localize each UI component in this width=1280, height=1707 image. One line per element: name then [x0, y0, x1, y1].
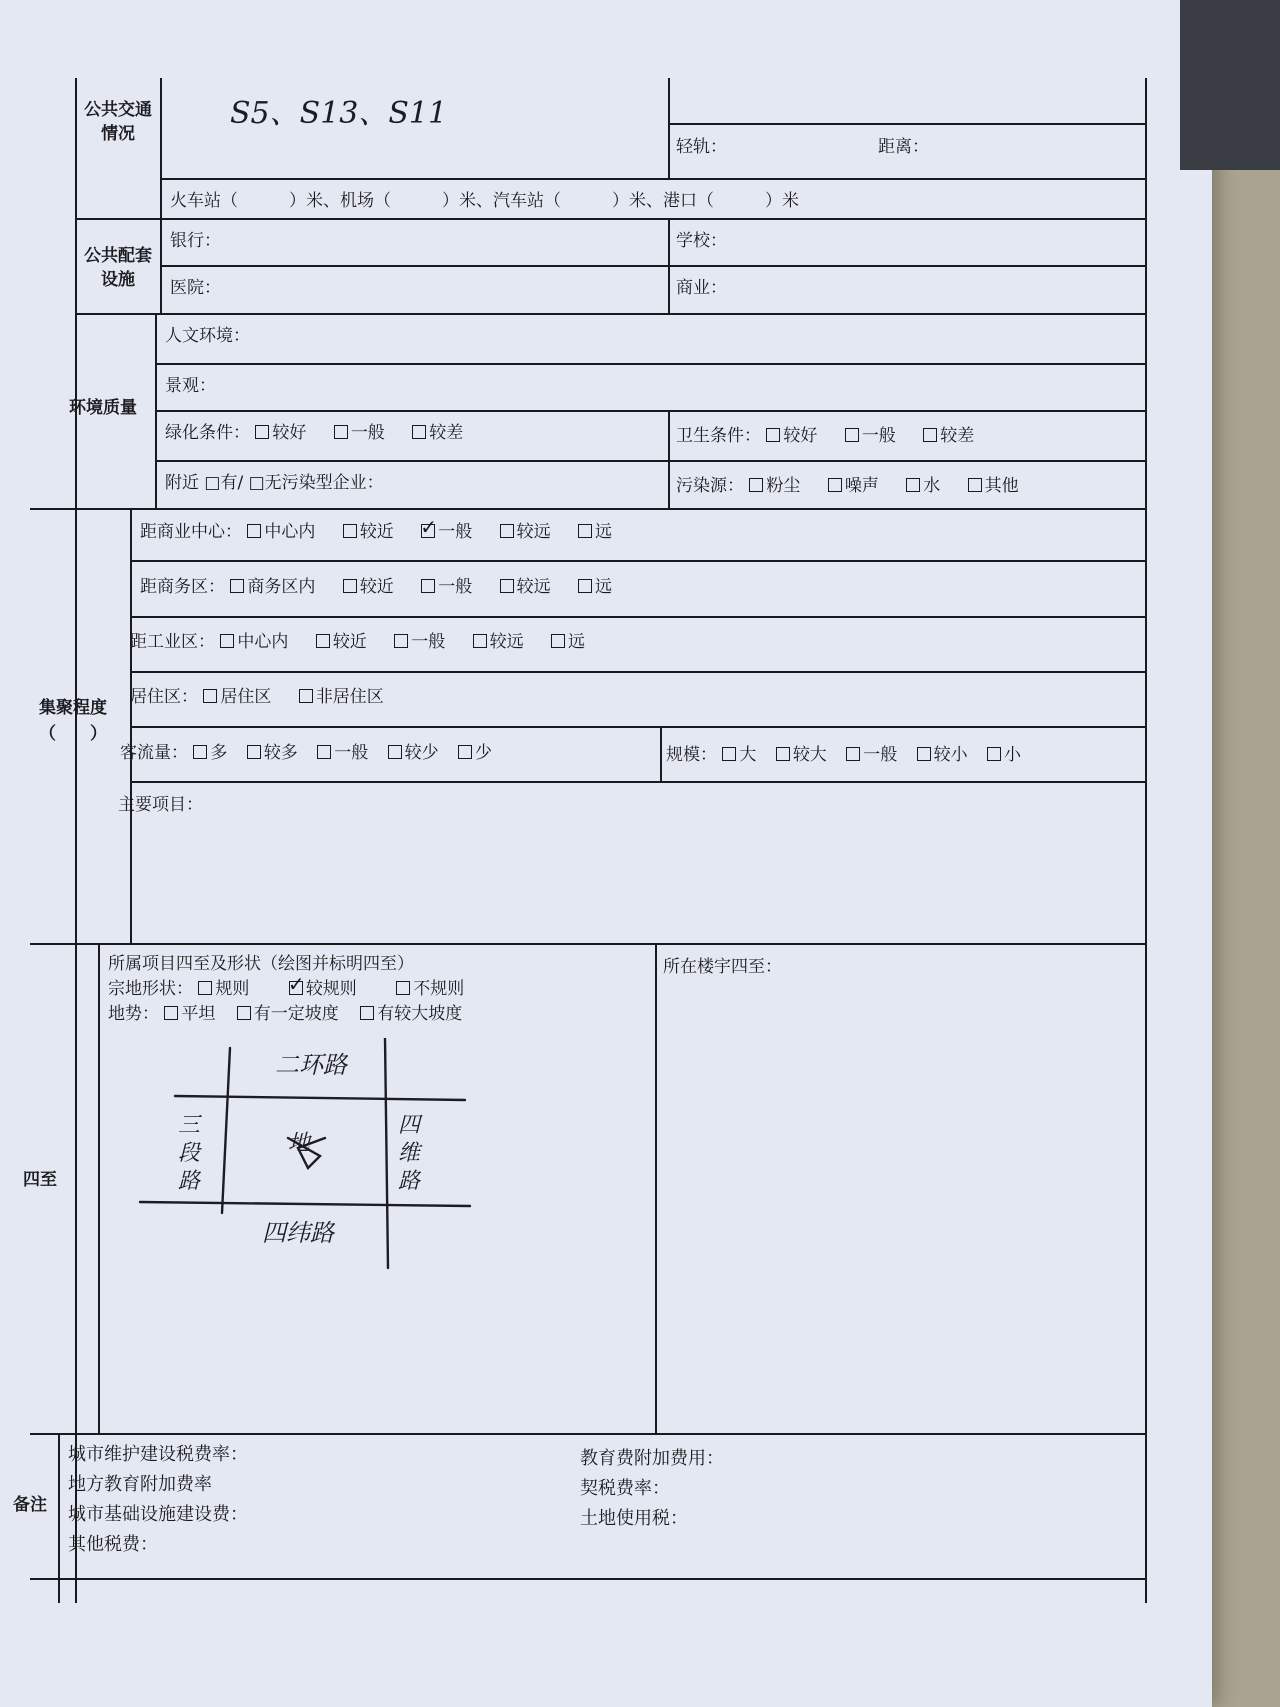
hygiene-label: 卫生条件：	[676, 426, 761, 446]
traffic-option-many[interactable]: 多	[193, 743, 227, 763]
notes-label: 备注	[13, 1495, 47, 1515]
distance-label: 距离：	[878, 137, 929, 157]
greening-option-poor[interactable]: 较差	[412, 423, 463, 443]
checkbox[interactable]	[198, 981, 212, 995]
commercial-option-average-checked[interactable]: ✓ 一般	[420, 515, 473, 542]
note-urban-maintenance[interactable]: 城市维护建设税费率：	[68, 1444, 248, 1465]
label-column-divider	[75, 78, 77, 1603]
shape-option-fairly-regular-checked[interactable]: ✓ 较规则	[287, 972, 357, 999]
traffic-row	[120, 742, 506, 764]
pollution-option-noise[interactable]: 噪声	[828, 476, 879, 496]
sketch-east-line	[385, 1038, 388, 1268]
checkbox[interactable]	[749, 478, 763, 492]
sketch-west-line	[222, 1048, 230, 1213]
checkmark-icon: ✓	[420, 515, 437, 539]
checkbox[interactable]	[968, 478, 982, 492]
checkbox-checked[interactable]	[287, 972, 305, 996]
env-row-divider-2	[155, 410, 1145, 412]
facilities-row-divider	[160, 265, 1145, 267]
sketch-east-road: 四维路	[398, 1113, 421, 1194]
main-projects-field[interactable]: 主要项目：	[118, 795, 203, 815]
boundaries-mid-divider	[655, 943, 657, 1433]
greening-option-good[interactable]: 较好	[255, 423, 306, 443]
industrial-option-average[interactable]: 一般	[394, 632, 445, 652]
checkbox[interactable]	[360, 1006, 374, 1020]
agglomeration-label-paren: （ ）	[39, 724, 107, 744]
culture-field[interactable]: 人文环境：	[165, 326, 250, 346]
pollution-option-other[interactable]: 其他	[968, 476, 1019, 496]
light-rail-label: 轻轨：	[676, 137, 727, 157]
industrial-option-far[interactable]: 较远	[473, 632, 524, 652]
checkbox[interactable]	[220, 634, 234, 648]
agg-row-divider-1	[130, 560, 1145, 562]
section-divider-4	[30, 943, 1145, 945]
business-option-average[interactable]: 一般	[421, 577, 472, 597]
checkbox[interactable]	[334, 425, 348, 439]
business-distance-row	[140, 576, 634, 598]
checkbox[interactable]	[343, 524, 357, 538]
stations-line: 火车站（ ）米、机场（ ）米、汽车站（ ）米、港口（ ）米	[170, 191, 799, 211]
school-field[interactable]: 学校：	[676, 231, 727, 251]
checkbox[interactable]	[906, 478, 920, 492]
checkbox[interactable]	[203, 689, 217, 703]
business-option-very-far[interactable]: 远	[578, 577, 612, 597]
sketch-north-road: 二环路	[275, 1051, 347, 1079]
agg-row-divider-2	[130, 616, 1145, 618]
survey-form	[13, 78, 1180, 1603]
form-right-border	[1145, 78, 1147, 1603]
scale-option-larger[interactable]: 较大	[776, 745, 827, 765]
note-other-taxes[interactable]: 其他税费：	[68, 1534, 158, 1555]
checkbox[interactable]	[394, 634, 408, 648]
checkbox[interactable]	[317, 745, 331, 759]
sketch-north-line	[175, 1096, 465, 1100]
checkbox[interactable]	[500, 524, 514, 538]
environment-label: 环境质量	[69, 398, 137, 418]
hygiene-row	[676, 425, 996, 447]
agg-row-divider-5	[130, 781, 1145, 783]
business-option-near[interactable]: 较近	[343, 577, 394, 597]
terrain-row	[108, 1003, 478, 1025]
checkbox[interactable]	[193, 745, 207, 759]
scale-label: 规模：	[666, 745, 717, 765]
checkbox[interactable]	[247, 745, 261, 759]
industrial-option-within[interactable]: 中心内	[220, 632, 288, 652]
form-bottom-border	[30, 1578, 1145, 1580]
business-option-within[interactable]: 商务区内	[230, 577, 315, 597]
checkbox[interactable]	[458, 745, 472, 759]
checkbox[interactable]	[845, 428, 859, 442]
checkbox[interactable]	[766, 428, 780, 442]
nearby-polluting-field[interactable]: 附近 □有/ □无污染型企业：	[165, 473, 384, 493]
checkbox[interactable]	[578, 579, 592, 593]
env-mid-divider	[668, 410, 670, 508]
agglomeration-label: 集聚程度	[39, 698, 107, 718]
checkbox[interactable]	[722, 747, 736, 761]
checkbox[interactable]	[500, 579, 514, 593]
checkbox[interactable]	[299, 689, 313, 703]
commerce-field[interactable]: 商业：	[676, 278, 727, 298]
pollution-option-dust[interactable]: 粉尘	[749, 476, 800, 496]
traffic-label: 客流量：	[120, 743, 188, 763]
business-option-far[interactable]: 较远	[500, 577, 551, 597]
commercial-option-very-far[interactable]: 远	[578, 522, 612, 542]
checkbox[interactable]	[396, 981, 410, 995]
building-boundaries-title: 所在楼宇四至：	[663, 957, 782, 977]
checkbox[interactable]	[776, 747, 790, 761]
background-corner	[1180, 0, 1280, 170]
section-divider-5	[30, 1433, 1145, 1435]
pollution-row	[676, 475, 1041, 497]
checkbox[interactable]	[237, 1006, 251, 1020]
checkmark-icon: ✓	[287, 972, 305, 996]
note-local-education[interactable]: 地方教育附加费率	[68, 1474, 212, 1495]
sketch-west-road: 三段路	[178, 1113, 201, 1194]
traffic-option-more[interactable]: 较多	[247, 743, 298, 763]
terrain-label: 地势：	[108, 1004, 159, 1024]
checkbox[interactable]	[917, 747, 931, 761]
industrial-option-very-far[interactable]: 远	[551, 632, 585, 652]
transport-inner-divider	[160, 78, 162, 218]
checkbox[interactable]	[923, 428, 937, 442]
terrain-option-steep[interactable]: 有较大坡度	[360, 1004, 462, 1024]
env-row-divider-1	[155, 363, 1145, 365]
residential-label: 居住区：	[130, 687, 198, 707]
boundaries-label: 四至	[23, 1170, 57, 1190]
scale-option-large[interactable]: 大	[722, 745, 756, 765]
sketch-south-road: 四纬路	[262, 1219, 334, 1247]
industrial-distance-label: 距工业区：	[130, 632, 215, 652]
checkbox[interactable]	[551, 634, 565, 648]
greening-option-average[interactable]: 一般	[334, 423, 385, 443]
boundaries-inner-divider	[98, 943, 100, 1433]
rail-divider	[668, 78, 670, 178]
transport-row-divider	[160, 178, 1145, 180]
checkbox[interactable]	[230, 579, 244, 593]
section-divider-1	[75, 218, 1145, 220]
sketch-center-label: 地	[288, 1131, 311, 1156]
residential-option-no[interactable]: 非居住区	[299, 687, 384, 707]
shape-option-regular[interactable]: 规则	[198, 979, 249, 999]
note-land-use-tax[interactable]: 土地使用税：	[580, 1508, 688, 1529]
commercial-option-near[interactable]: 较近	[343, 522, 394, 542]
checkbox[interactable]	[343, 579, 357, 593]
sketch-south-line	[140, 1202, 470, 1206]
agg-row-divider-4	[130, 726, 1145, 728]
business-distance-label: 距商务区：	[140, 577, 225, 597]
section-divider-2	[75, 313, 1145, 315]
landscape-field[interactable]: 景观：	[165, 376, 216, 396]
section-divider-3	[30, 508, 1145, 510]
checkbox[interactable]	[578, 524, 592, 538]
facilities-label: 公共配套设施	[84, 246, 152, 290]
residential-option-yes[interactable]: 居住区	[203, 687, 271, 707]
checkbox[interactable]	[388, 745, 402, 759]
pollution-option-water[interactable]: 水	[906, 476, 940, 496]
checkbox-checked[interactable]	[420, 515, 437, 539]
scale-option-smaller[interactable]: 较小	[917, 745, 968, 765]
note-infrastructure[interactable]: 城市基础设施建设费：	[68, 1504, 248, 1525]
pollution-label: 污染源：	[676, 476, 744, 496]
checkbox[interactable]	[316, 634, 330, 648]
shape-option-irregular[interactable]: 不规则	[396, 979, 464, 999]
traffic-option-few[interactable]: 少	[458, 743, 492, 763]
scale-option-small[interactable]: 小	[987, 745, 1021, 765]
bus-routes-handwritten: S5、S13、S11	[230, 96, 448, 131]
rail-line	[668, 123, 1145, 125]
scale-option-average[interactable]: 一般	[846, 745, 897, 765]
commercial-option-far[interactable]: 较远	[500, 522, 551, 542]
terrain-option-flat[interactable]: 平坦	[164, 1004, 215, 1024]
env-row-divider-3	[155, 460, 1145, 462]
industrial-distance-row	[130, 631, 607, 653]
hospital-field[interactable]: 医院：	[170, 278, 221, 298]
commercial-option-within[interactable]: 中心内	[247, 522, 315, 542]
shape-label: 宗地形状：	[108, 979, 193, 999]
greening-row	[165, 422, 485, 444]
note-deed-tax[interactable]: 契税费率：	[580, 1478, 670, 1499]
checkbox[interactable]	[987, 747, 1001, 761]
hygiene-option-good[interactable]: 较好	[766, 426, 817, 446]
checkbox[interactable]	[164, 1006, 178, 1020]
checkbox[interactable]	[412, 425, 426, 439]
shape-row	[108, 972, 498, 1000]
scale-row	[666, 744, 1035, 766]
industrial-option-near[interactable]: 较近	[316, 632, 367, 652]
checkbox[interactable]	[846, 747, 860, 761]
greening-label: 绿化条件：	[165, 423, 250, 443]
note-education-surcharge[interactable]: 教育费附加费用：	[580, 1448, 724, 1469]
residential-row	[130, 686, 406, 708]
project-boundaries-title: 所属项目四至及形状（绘图并标明四至）	[108, 954, 414, 974]
checkbox[interactable]	[247, 524, 261, 538]
traffic-option-less[interactable]: 较少	[388, 743, 439, 763]
traffic-option-average[interactable]: 一般	[317, 743, 368, 763]
checkbox[interactable]	[473, 634, 487, 648]
bank-field[interactable]: 银行：	[170, 231, 221, 251]
hygiene-option-poor[interactable]: 较差	[923, 426, 974, 446]
checkbox[interactable]	[255, 425, 269, 439]
terrain-option-some-slope[interactable]: 有一定坡度	[237, 1004, 339, 1024]
commercial-distance-row	[140, 515, 634, 543]
checkbox[interactable]	[828, 478, 842, 492]
hygiene-option-average[interactable]: 一般	[845, 426, 896, 446]
traffic-scale-divider	[660, 726, 662, 781]
commercial-distance-label: 距商业中心：	[140, 522, 242, 542]
transport-label: 公共交通情况	[84, 100, 152, 144]
agg-row-divider-3	[130, 671, 1145, 673]
checkbox[interactable]	[421, 579, 435, 593]
